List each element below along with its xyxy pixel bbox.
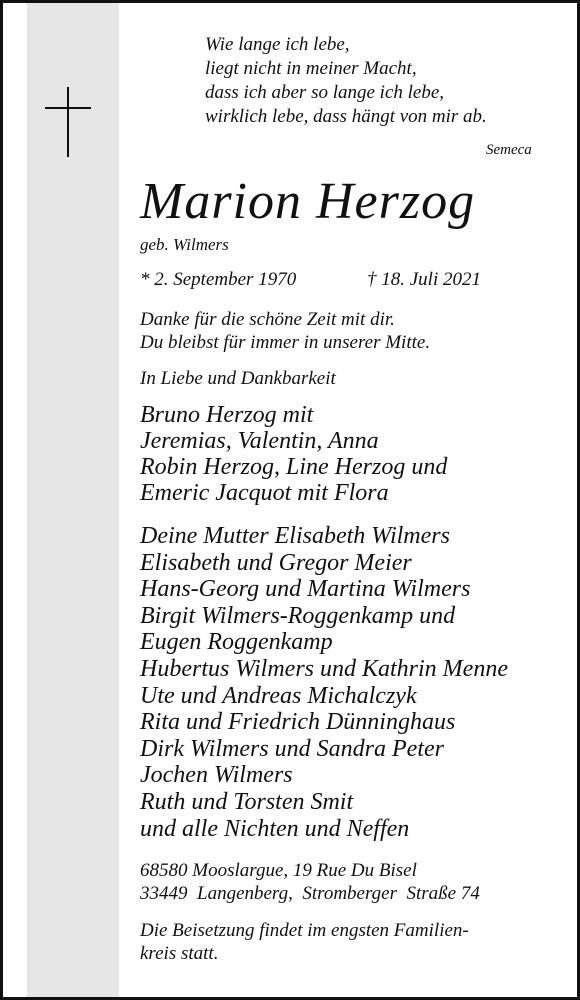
birth-date: * 2. September 1970 [140,269,297,290]
family-line: Birgit Wilmers-Roggenkamp und [140,602,456,629]
family-line: Emeric Jacquot mit Flora [140,480,389,506]
family-line: Deine Mutter Elisabeth Wilmers [140,523,450,549]
death-date: † 18. Juli 2021 [367,269,481,290]
notice-line: Die Beisetzung findet im engsten Familien- [140,920,469,941]
family-line: Bruno Herzog mit [140,402,314,428]
notice-line: kreis statt. [140,943,219,964]
poem-line: liegt nicht in meiner Macht, [205,58,417,79]
message-line: Danke für die schöne Zeit mit dir. [140,309,395,330]
poem-author: Semeca [486,142,532,158]
family-line: Robin Herzog, Line Herzog und [140,454,448,480]
maiden-name: geb. Wilmers [140,235,229,254]
family-line: Jeremias, Valentin, Anna [140,428,379,454]
address-line: 33449 Langenberg, Stromberger Straße 74 [140,883,480,904]
poem-line: dass ich aber so lange ich lebe, [205,82,445,103]
family-line: Ute und Andreas Michalczyk [140,682,417,709]
family-line: Elisabeth und Gregor Meier [140,549,412,576]
family-line: Ruth und Torsten Smit [140,789,354,815]
closing-line: In Liebe und Dankbarkeit [140,368,336,389]
latin-cross-icon [45,87,91,157]
family-line: Jochen Wilmers [140,762,293,789]
poem-line: Wie lange ich lebe, [205,34,350,55]
family-line: Hubertus Wilmers und Kathrin Menne [140,656,508,682]
family-line: Hans-Georg und Martina Wilmers [140,576,471,603]
family-line: und alle Nichten und Neffen [140,815,410,842]
family-line: Dirk Wilmers und Sandra Peter [140,735,444,762]
family-line: Rita und Friedrich Dünninghaus [140,709,456,736]
poem-line: wirklich lebe, dass hängt von mir ab. [205,106,487,127]
address-line: 68580 Mooslargue, 19 Rue Du Bisel [140,860,417,881]
deceased-name: Marion Herzog [140,173,476,230]
family-line: Eugen Roggenkamp [140,629,333,656]
message-line: Du bleibst für immer in unserer Mitte. [140,332,431,353]
